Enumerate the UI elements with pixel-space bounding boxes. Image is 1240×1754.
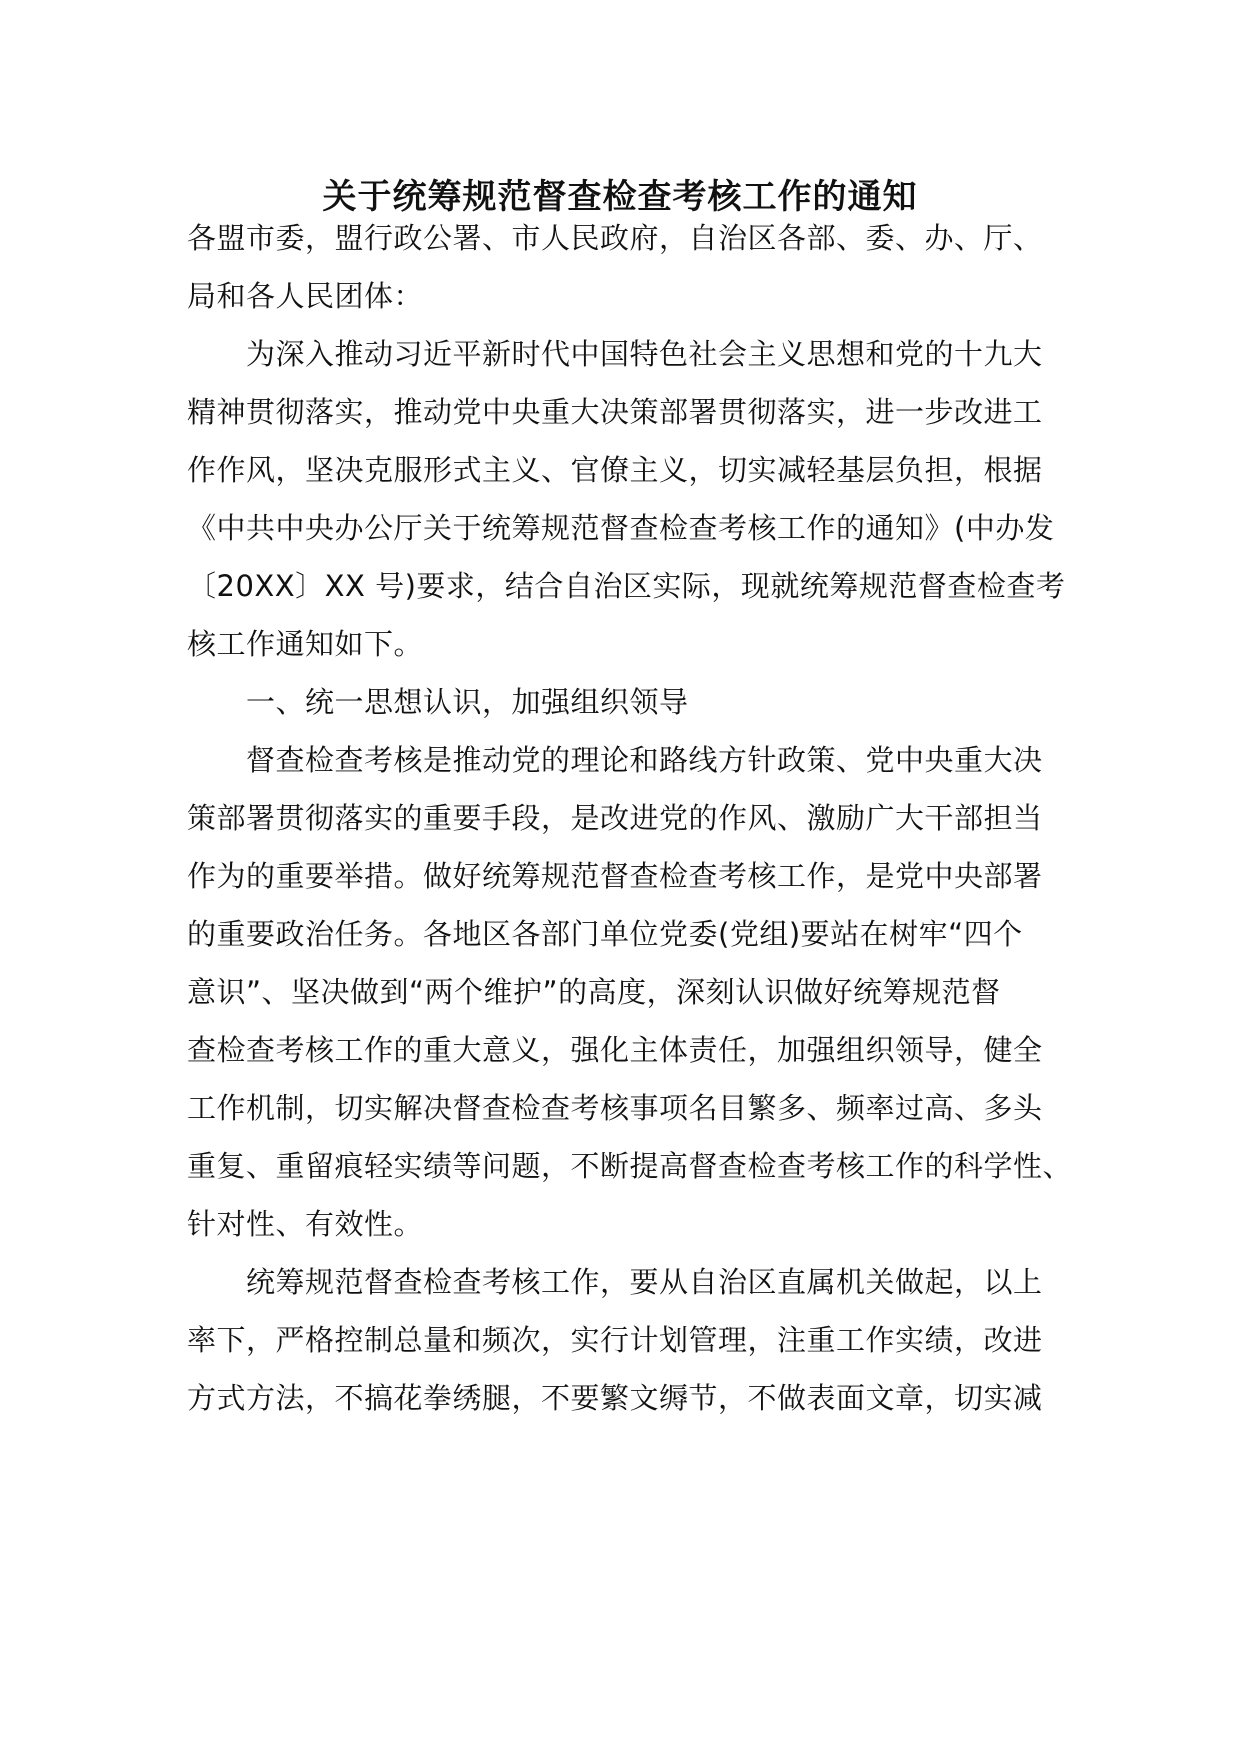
text-line: 查检查考核工作的重大意义，强化主体责任，加强组织领导，健全 xyxy=(187,1033,1043,1067)
text-line: 局和各人民团体： xyxy=(187,279,424,313)
text-line: 作作风，坚决克服形式主义、官僚主义，切实减轻基层负担，根据 xyxy=(187,453,1043,487)
section-heading: 一、统一思想认识，加强组织领导 xyxy=(246,685,689,719)
text-line: 精神贯彻落实，推动党中央重大决策部署贯彻落实，进一步改进工 xyxy=(187,395,1043,429)
text-line: 为深入推动习近平新时代中国特色社会主义思想和党的十九大 xyxy=(246,337,1043,371)
text-line: 重复、重留痕轻实绩等问题，不断提高督查检查考核工作的科学性、 xyxy=(187,1149,1073,1183)
text-line: 策部署贯彻落实的重要手段，是改进党的作风、激励广大干部担当 xyxy=(187,801,1043,835)
document-title: 关于统筹规范督查检查考核工作的通知 xyxy=(322,177,918,217)
text-line: 针对性、有效性。 xyxy=(187,1207,424,1241)
text-line: 核工作通知如下。 xyxy=(187,627,424,661)
text-line: 《中共中央办公厅关于统筹规范督查检查考核工作的通知》(中办发 xyxy=(187,511,1055,545)
text-line: 督查检查考核是推动党的理论和路线方针政策、党中央重大决 xyxy=(246,743,1043,777)
text-line: 作为的重要举措。做好统筹规范督查检查考核工作，是党中央部署 xyxy=(187,859,1043,893)
text-line: 工作机制，切实解决督查检查考核事项名目繁多、频率过高、多头 xyxy=(187,1091,1043,1125)
text-line: 意识”、坚决做到“两个维护”的高度，深刻认识做好统筹规范督 xyxy=(187,975,1001,1009)
text-line: 的重要政治任务。各地区各部门单位党委(党组)要站在树牢“四个 xyxy=(187,917,1023,951)
text-line: 〔20XX〕XX 号)要求，结合自治区实际，现就统筹规范督查检查考 xyxy=(187,569,1066,603)
text-line: 方式方法，不搞花拳绣腿，不要繁文缛节，不做表面文章，切实减 xyxy=(187,1381,1043,1415)
text-line: 统筹规范督查检查考核工作，要从自治区直属机关做起，以上 xyxy=(246,1265,1043,1299)
text-line: 各盟市委，盟行政公署、市人民政府，自治区各部、委、办、厅、 xyxy=(187,221,1043,255)
text-line: 率下，严格控制总量和频次，实行计划管理，注重工作实绩，改进 xyxy=(187,1323,1043,1357)
